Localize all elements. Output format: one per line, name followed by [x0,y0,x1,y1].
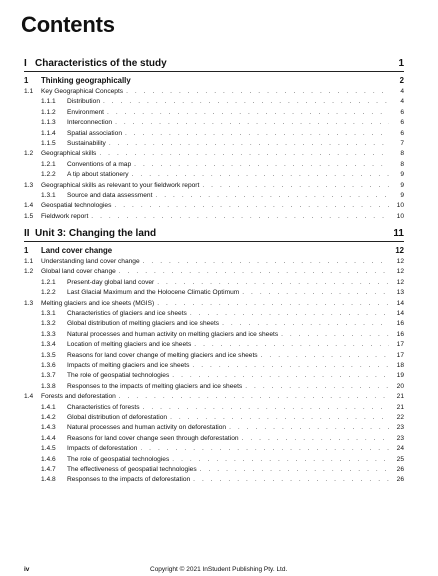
dot-leader [125,129,389,139]
entry-page: 21 [396,403,404,411]
entry-title: Global land cover change [41,268,116,276]
entry-title: Responses to the impacts of deforestation [67,476,191,484]
toc-chapter-entry[interactable] [24,75,404,87]
entry-title: The role of geospatial technologies [67,372,170,380]
entry-number: 1.3.1 [41,191,56,199]
toc-section-entry[interactable] [24,201,404,211]
entry-number: 1.4.2 [41,413,56,421]
entry-title: Natural processes and human activity on deforestation [67,424,227,432]
entry-number: 1.4.6 [41,455,56,463]
toc-subsection-entry[interactable] [24,413,404,423]
entry-page: 26 [396,476,404,484]
entry-number: 1 [24,76,29,85]
entry-number: 1.2.1 [41,278,56,286]
entry-page: 9 [400,181,404,189]
toc-subsection-entry[interactable] [24,361,404,371]
entry-number: 1.3.4 [41,341,56,349]
toc-section-entry[interactable] [24,212,404,222]
entry-title: Global distribution of deforestation [67,413,168,421]
dot-leader [229,423,389,433]
entry-number: 1.1.1 [41,98,56,106]
entry-title: Geographical skills as relevant to your fieldwork report [41,181,200,189]
entry-number: 1.2.2 [41,171,56,179]
entry-page: 12 [396,258,404,266]
dot-leader [114,201,389,211]
entry-page: 9 [400,171,404,179]
entry-number: 1.4 [24,202,34,210]
dot-leader [157,278,389,288]
entry-number: 1.4 [24,393,34,401]
entry-title: The effectiveness of geospatial technologies [67,465,197,473]
dot-leader [172,371,389,381]
entry-title: Sustainability [67,139,106,147]
part-number: II [24,228,30,240]
dot-leader [190,309,389,319]
entry-title: Fieldwork report [41,212,89,220]
entry-number: 1.4.1 [41,403,56,411]
entry-page: 22 [396,413,404,421]
page-footer [24,566,404,573]
entry-number: 1.1 [24,88,34,95]
entry-title: The role of geospatial technologies [67,455,170,463]
dot-leader [200,465,389,475]
entry-number: 1.3.3 [41,330,56,338]
entry-page: 24 [396,445,404,453]
entry-number: 1.3.8 [41,382,56,390]
toc-section-entry[interactable] [24,181,404,191]
entry-number: 1.1.2 [41,108,56,116]
toc-subsection-entry[interactable] [24,118,404,128]
footer-page-number: iv [24,566,30,573]
toc-subsection-entry[interactable] [24,371,404,381]
entry-title: Reasons for land cover change seen through deforestation [67,434,239,442]
dot-leader [242,434,389,444]
entry-page: 21 [396,393,404,401]
toc-subsection-entry[interactable] [24,351,404,361]
entry-number: 1.2.2 [41,289,56,297]
entry-page: 4 [400,88,404,95]
toc-subsection-entry[interactable] [24,382,404,392]
entry-number: 1 [24,246,29,256]
entry-page: 10 [396,212,404,220]
part-page: 1 [398,58,404,69]
entry-page: 16 [396,330,404,338]
entry-title: Distribution [67,98,100,106]
entry-title: Interconnection [67,119,113,127]
toc-subsection-entry[interactable] [24,160,404,170]
entry-page: 14 [396,299,404,307]
entry-title: Present-day global land cover [67,278,155,286]
dot-leader [119,392,389,402]
entry-title: Environment [67,108,105,116]
toc-subsection-entry[interactable] [24,288,404,298]
toc-part-heading[interactable] [24,56,404,72]
toc-part-heading[interactable] [24,226,404,242]
toc-section-entry[interactable] [24,299,404,309]
toc-subsection-entry[interactable] [24,403,404,413]
entry-title: Thinking geographically [41,76,131,85]
dot-leader [143,257,389,267]
entry-page: 14 [396,310,404,318]
dot-leader [134,160,389,170]
entry-title: Responses to the impacts of melting glaciers and ice sheets [67,382,243,390]
entry-page: 26 [396,465,404,473]
entry-page: 23 [396,424,404,432]
dot-leader [242,288,389,298]
toc-subsection-entry[interactable] [24,129,404,139]
dot-leader [157,299,389,309]
entry-number: 1.1 [24,258,34,266]
entry-number: 1.3.6 [41,361,56,369]
toc-subsection-entry[interactable] [24,278,404,288]
entry-page: 8 [400,160,404,168]
entry-number: 1.4.8 [41,476,56,484]
part-page: 11 [393,228,404,240]
table-of-contents [24,52,404,486]
entry-title: Key Geographical Concepts [41,88,124,95]
entry-title: Natural processes and human activity on melting glaciers and ice sheets [67,330,279,338]
entry-number: 1.2 [24,150,34,158]
entry-number: 1.3 [24,181,34,189]
entry-number: 1.5 [24,212,34,220]
entry-page: 20 [396,382,404,390]
toc-subsection-entry[interactable] [24,465,404,475]
toc-subsection-entry[interactable] [24,340,404,350]
entry-page: 7 [400,139,404,147]
part-title: Unit 3: Changing the land [35,228,157,240]
entry-page: 12 [396,268,404,276]
dot-leader [155,191,389,201]
entry-number: 1.3 [24,299,34,307]
entry-title: Characteristics of glaciers and ice sheets [67,310,187,318]
entry-title: Geographical skills [41,150,97,158]
entry-page: 6 [400,108,404,116]
entry-title: Source and data assessment [67,191,153,199]
dot-leader [193,475,389,485]
entry-number: 1.3.1 [41,310,56,318]
toc-subsection-entry[interactable] [24,330,404,340]
dot-leader [119,267,389,277]
entry-page: 4 [400,98,404,106]
entry-number: 1.4.4 [41,434,56,442]
part-number: I [24,58,27,69]
entry-title: Spatial association [67,129,122,137]
toc-section-entry[interactable] [24,392,404,402]
dot-leader [281,330,389,340]
entry-page: 13 [396,289,404,297]
toc-subsection-entry[interactable] [24,455,404,465]
dot-leader [107,108,389,118]
dot-leader [222,319,389,329]
dot-leader [170,413,389,423]
entry-number: 1.1.3 [41,119,56,127]
entry-title: Melting glaciers and ice sheets (MGIS) [41,299,155,307]
dot-leader [109,139,389,149]
toc-section-entry[interactable] [24,257,404,267]
entry-number: 1.4.3 [41,424,56,432]
entry-title: Geospatial technologies [41,202,112,210]
entry-number: 1.4.5 [41,445,56,453]
dot-leader [91,212,389,222]
entry-page: 6 [400,119,404,127]
toc-section-entry[interactable] [24,267,404,277]
dot-leader [126,87,389,97]
dot-leader [194,340,389,350]
toc-subsection-entry[interactable] [24,319,404,329]
entry-title: Understanding land cover change [41,258,140,266]
toc-section-entry[interactable] [24,87,404,97]
entry-page: 6 [400,129,404,137]
entry-page: 17 [396,351,404,359]
entry-page: 16 [396,320,404,328]
toc-subsection-entry[interactable] [24,139,404,149]
entry-number: 1.3.7 [41,372,56,380]
entry-number: 1.1.4 [41,129,56,137]
dot-leader [245,382,389,392]
entry-page: 17 [396,341,404,349]
entry-page: 18 [396,361,404,369]
toc-subsection-entry[interactable] [24,444,404,454]
dot-leader [192,361,389,371]
toc-section-entry[interactable] [24,149,404,159]
page-title: Contents [21,12,115,37]
entry-page: 8 [400,150,404,158]
dot-leader [140,444,389,454]
entry-title: Impacts of melting glaciers and ice sheets [67,361,190,369]
toc-subsection-entry[interactable] [24,309,404,319]
entry-page: 19 [396,372,404,380]
entry-page: 10 [396,202,404,210]
dot-leader [99,149,389,159]
entry-number: 1.2 [24,268,34,276]
entry-title: Global distribution of melting glaciers and ice sheets [67,320,220,328]
entry-page: 9 [400,191,404,199]
entry-number: 1.4.7 [41,465,56,473]
toc-subsection-entry[interactable] [24,97,404,107]
dot-leader [172,455,389,465]
part-title: Characteristics of the study [35,58,167,69]
dot-leader [143,403,389,413]
entry-title: Impacts of deforestation [67,445,138,453]
toc-subsection-entry[interactable] [24,475,404,485]
entry-number: 1.3.2 [41,320,56,328]
entry-title: Land cover change [41,246,113,256]
toc-subsection-entry[interactable] [24,191,404,201]
toc-subsection-entry[interactable] [24,108,404,118]
footer-copyright: Copyright © 2021 InStudent Publishing Pty. Ltd. [150,566,288,573]
entry-number: 1.3.5 [41,351,56,359]
toc-subsection-entry[interactable] [24,170,404,180]
dot-leader [132,170,389,180]
entry-page: 12 [395,246,404,256]
entry-title: Characteristics of forests [67,403,140,411]
entry-title: Location of melting glaciers and ice sheets [67,341,192,349]
entry-title: Conventions of a map [67,160,132,168]
dot-leader [202,181,389,191]
toc-subsection-entry[interactable] [24,434,404,444]
entry-title: Last Glacial Maximum and the Holocene Climatic Optimum [67,289,240,297]
dot-leader [261,351,389,361]
entry-title: Reasons for land cover change of melting glaciers and ice sheets [67,351,258,359]
dot-leader [103,97,389,107]
entry-number: 1.2.1 [41,160,56,168]
toc-chapter-entry[interactable] [24,245,404,257]
entry-page: 2 [399,76,404,85]
dot-leader [115,118,389,128]
entry-page: 23 [396,434,404,442]
entry-title: Forests and deforestation [41,393,116,401]
entry-title: A tip about stationery [67,171,129,179]
entry-number: 1.1.5 [41,139,56,147]
toc-subsection-entry[interactable] [24,423,404,433]
entry-page: 25 [396,455,404,463]
entry-page: 12 [396,278,404,286]
